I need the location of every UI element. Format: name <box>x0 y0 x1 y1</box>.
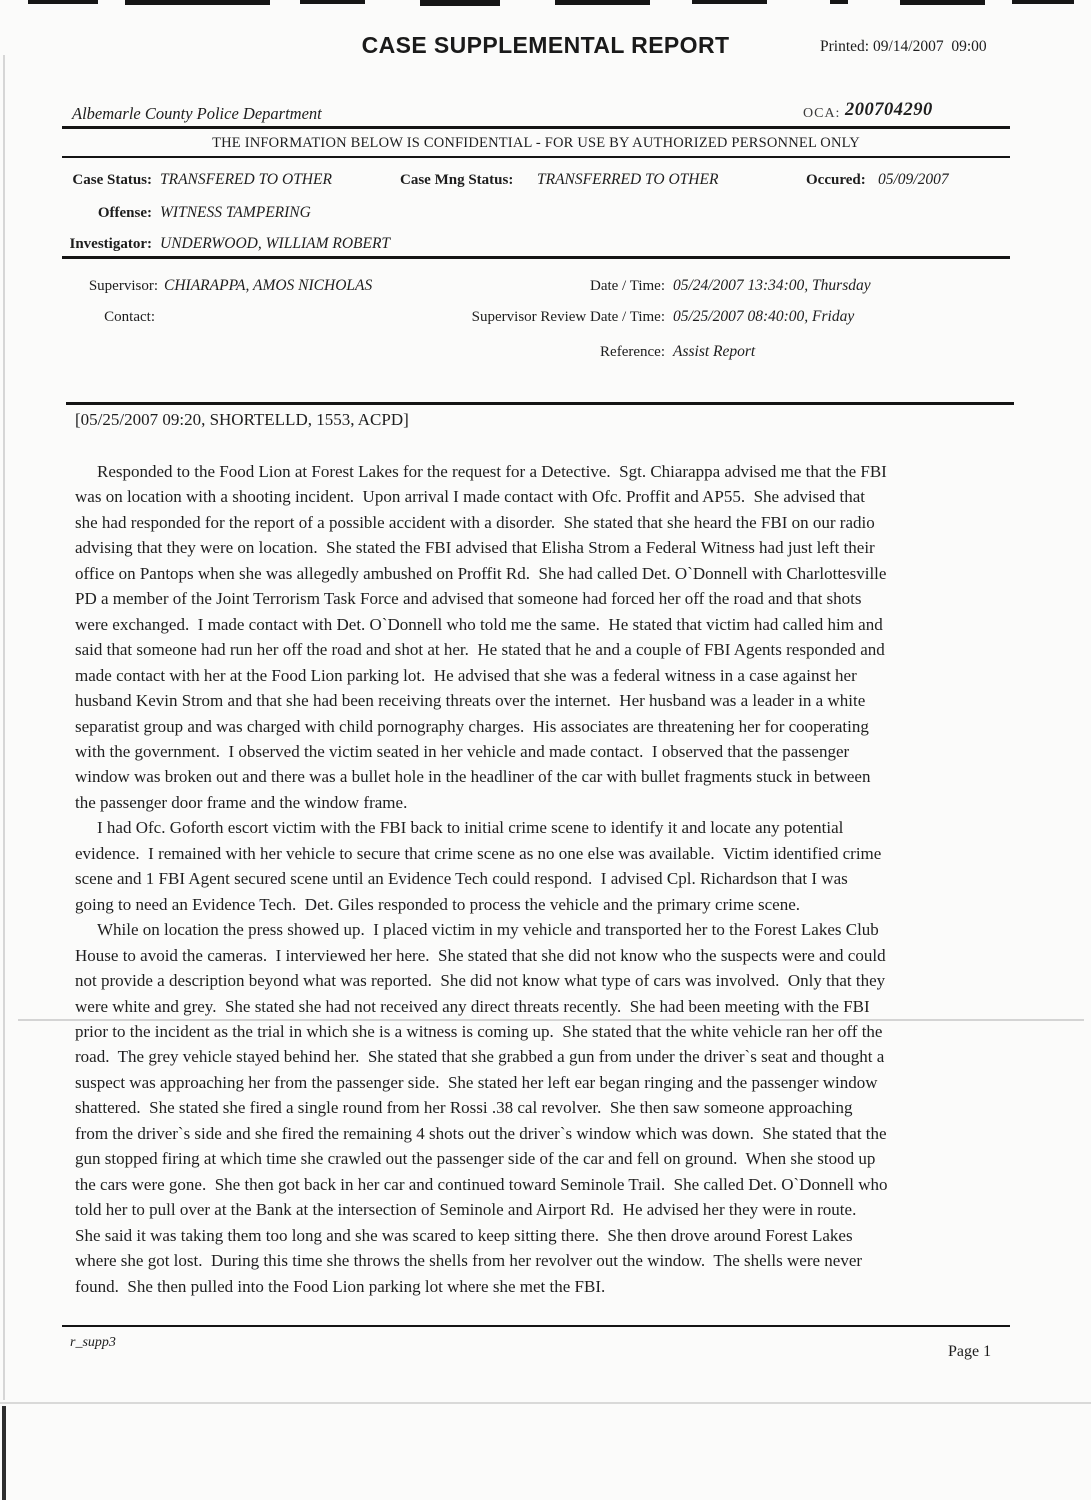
investigator-value: UNDERWOOD, WILLIAM ROBERT <box>160 235 391 252</box>
offense-value: WITNESS TAMPERING <box>160 204 311 221</box>
supervisor-value: CHIARAPPA, AMOS NICHOLAS <box>164 277 373 294</box>
report-line: shattered. She stated she fired a single round from her Rossi .38 cal revolver. She then saw someone approaching <box>75 1098 853 1118</box>
report-line: were white and grey. She stated she had not received any direct threats recently. She had been meeting with the FBI <box>75 996 870 1016</box>
occured-value: 05/09/2007 <box>878 171 949 188</box>
form-code: r_supp3 <box>70 1335 116 1350</box>
scan-artifact <box>900 0 985 5</box>
report-line: road. The grey vehicle stayed behind her. She stated that she grabbed a gun from under the driver`s seat and thought a <box>75 1047 885 1067</box>
report-line: gun stopped firing at which time she crawled out the passenger side of the car and fell on ground. When she stood up <box>75 1149 876 1169</box>
report-line: where she got lost. During this time she throws the shells from her revolver out the window. The shells were never <box>75 1251 863 1271</box>
report-line: House to avoid the cameras. I interviewed her here. She stated that she did not know who the suspects were and could <box>75 945 886 965</box>
report-line: she had responded for the report of a possible accident with a disorder. She stated that she heard the FBI on our radio <box>75 512 875 532</box>
report-line: husband Kevin Strom and that she had been receiving threats over the internet. Her husband was a leader in a white <box>75 691 866 711</box>
scan-artifact <box>692 0 767 4</box>
report-line: was on location with a shooting incident. Upon arrival I made contact with Ofc. Proffit and AP55. She advised that <box>75 487 866 507</box>
supervisor-label: Supervisor: <box>88 278 158 294</box>
report-line: suspect was approaching her from the passenger side. She stated her left ear began ringing and the passenger window <box>75 1072 878 1092</box>
scan-artifact <box>300 0 365 4</box>
report-line: advising that they were on location. She stated the FBI advised that Elisha Strom a Federal Witness had just left their <box>75 538 875 558</box>
scan-artifact <box>1012 0 1074 4</box>
oca-label: OCA: <box>803 106 841 121</box>
reference-label: Reference: <box>600 344 665 360</box>
reference-value: Assist Report <box>673 343 756 360</box>
occured-label: Occured: <box>806 172 866 188</box>
review-label: Supervisor Review Date / Time: <box>471 309 665 325</box>
page-number: Page 1 <box>948 1343 992 1360</box>
case-mng-status-value: TRANSFERRED TO OTHER <box>537 171 719 188</box>
entry-header: [05/25/2007 09:20, SHORTELLD, 1553, ACPD] <box>75 410 409 429</box>
confidential-notice: THE INFORMATION BELOW IS CONFIDENTIAL - FOR USE BY AUTHORIZED PERSONNEL ONLY <box>212 135 860 151</box>
report-line: from the driver`s side and she fired the remaining 4 shots out the driver`s window which was down. She stated that the <box>75 1123 887 1143</box>
report-body-text <box>75 459 1035 1299</box>
report-line: going to need an Evidence Tech. Det. Giles responded to process the vehicle and the primary crime scene. <box>75 894 800 914</box>
report-line: the passenger door frame and the window frame. <box>75 792 408 812</box>
report-line: office on Pantops when she was allegedly ambushed on Proffit Rd. She had called Det. O`Donnell with Charlottesville <box>75 563 887 583</box>
report-line: window was broken out and there was a bullet hole in the headliner of the car with bullet fragments stuck in between <box>75 767 871 787</box>
datetime-label: Date / Time: <box>589 278 665 294</box>
case-status-label: Case Status: <box>72 172 152 188</box>
divider <box>62 126 1010 129</box>
report-paragraph <box>75 459 1035 815</box>
oca-number: 200704290 <box>845 100 933 120</box>
printed-label: Printed: <box>820 38 870 55</box>
report-line: While on location the press showed up. I placed victim in my vehicle and transported her to the Forest Lakes Club <box>97 920 879 940</box>
department-name: Albemarle County Police Department <box>72 104 322 123</box>
printed-timestamp <box>820 38 987 56</box>
divider <box>62 1325 1010 1327</box>
scan-artifact <box>830 0 848 4</box>
scan-artifact <box>28 0 98 4</box>
case-status-value: TRANSFERED TO OTHER <box>160 171 332 188</box>
report-line: not provide a description beyond what was reported. She did not know what type of cars was involved. Only that they <box>75 971 886 991</box>
scan-artifact <box>3 55 5 1400</box>
offense-label: Offense: <box>97 205 152 221</box>
report-line: told her to pull over at the Bank at the intersection of Seminole and Airport Rd. He advised her they were in route. <box>75 1200 857 1220</box>
scan-artifact <box>555 0 650 5</box>
report-line: separatist group and was charged with child pornography charges. His associates are threatening her for cooperating <box>75 716 869 736</box>
divider <box>62 256 1010 259</box>
contact-label: Contact: <box>104 309 155 325</box>
datetime-value: 05/24/2007 13:34:00, Thursday <box>673 277 871 294</box>
report-line: Responded to the Food Lion at Forest Lakes for the request for a Detective. Sgt. Chiarappa advised me that the FBI <box>97 462 887 481</box>
report-line: made contact with her at the Food Lion parking lot. He advised that she was a federal witness in a case against her <box>75 665 857 685</box>
report-line: the cars were gone. She then got back in her car and continued toward Seminole Trail. She called Det. O`Donnell who <box>75 1174 888 1194</box>
report-line: said that someone had run her off the road and shot at her. He stated that he and a couple of FBI Agents responded and <box>75 640 885 660</box>
divider <box>66 402 1014 405</box>
investigator-label: Investigator: <box>69 236 152 252</box>
report-line: found. She then pulled into the Food Lion parking lot where she met the FBI. <box>75 1276 606 1296</box>
report-paragraph <box>75 917 1035 1299</box>
case-mng-status-label: Case Mng Status: <box>400 172 514 188</box>
review-value: 05/25/2007 08:40:00, Friday <box>673 308 855 325</box>
divider <box>62 156 1010 158</box>
report-line: prior to the incident as the trial in which she is a witness is coming up. She stated that the white vehicle ran her off the <box>75 1021 883 1041</box>
report-line: PD a member of the Joint Terrorism Task Force and advised that someone had forced her off the road and that shots <box>75 589 862 609</box>
report-title: CASE SUPPLEMENTAL REPORT <box>361 32 730 58</box>
report-line: She said it was taking them too long and she was scared to keep sitting there. She then drove around Forest Lakes <box>75 1225 853 1245</box>
scan-artifact <box>420 0 500 6</box>
scan-artifact <box>2 1406 6 1500</box>
report-line: were exchanged. I made contact with Det. O`Donnell who told me the same. He stated that victim had called him and <box>75 614 883 634</box>
report-line: with the government. I observed the victim seated in her vehicle and made contact. I observed that the passenger <box>75 741 850 761</box>
report-line: I had Ofc. Goforth escort victim with the FBI back to initial crime scene to identify it and locate any potential <box>97 818 844 838</box>
scan-artifact <box>0 1402 1091 1404</box>
report-line: scene and 1 FBI Agent secured scene until an Evidence Tech could respond. I advised Cpl. Richardson that I was <box>75 869 848 889</box>
printed-value: 09/14/2007 09:00 <box>872 38 987 55</box>
report-paragraph <box>75 815 1035 917</box>
scan-artifact <box>125 0 270 5</box>
report-line: evidence. I remained with her vehicle to secure that crime scene as no one else was available. Victim identified crime <box>75 843 882 863</box>
